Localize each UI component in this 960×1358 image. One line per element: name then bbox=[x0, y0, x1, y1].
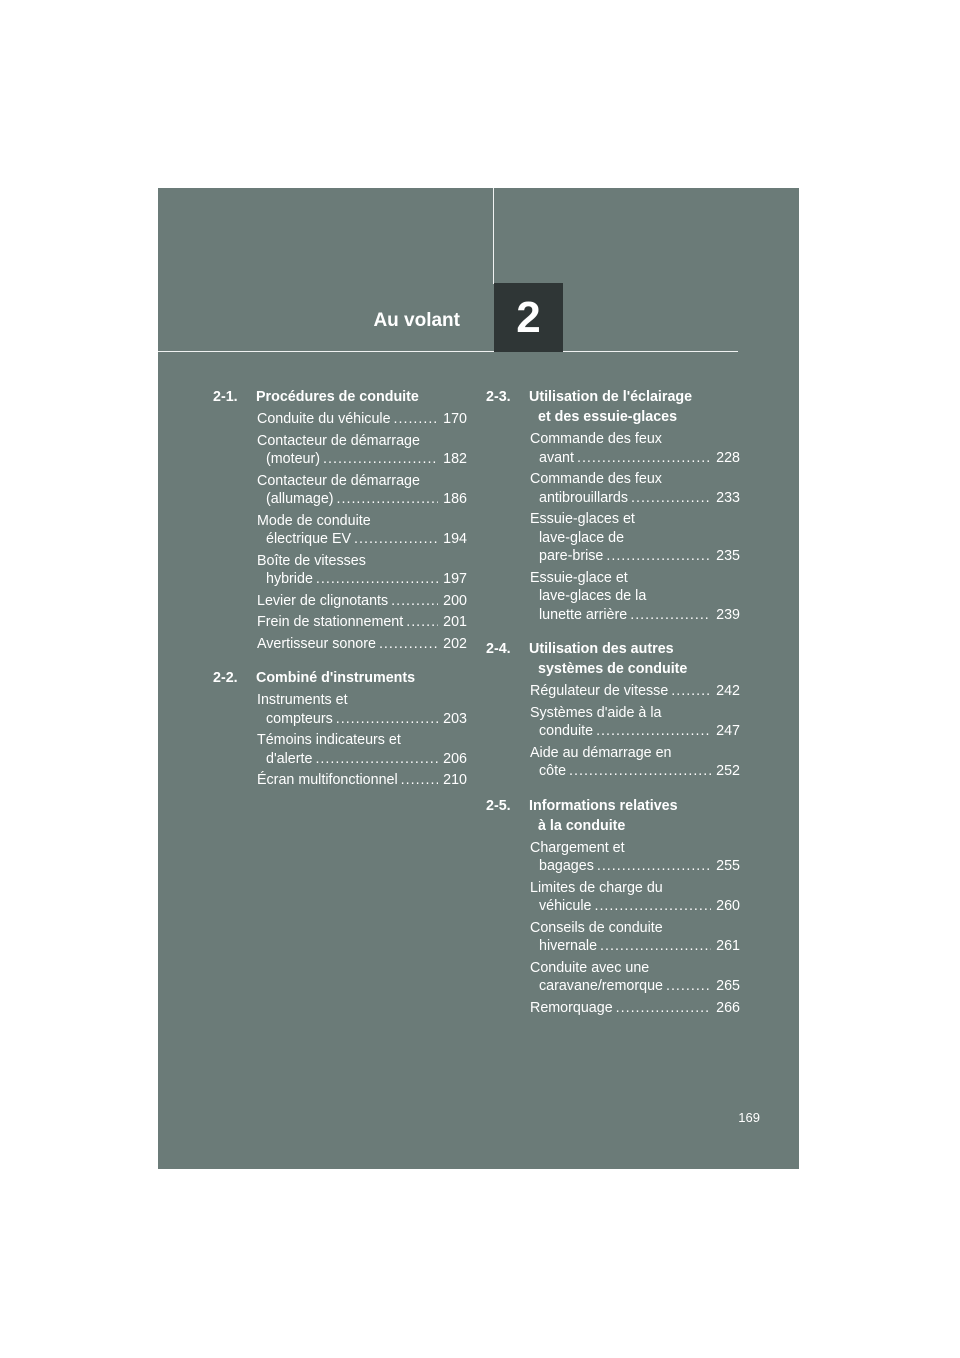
entry-text: Conduite du véhicule bbox=[257, 411, 391, 427]
dot-leader bbox=[666, 977, 711, 996]
entry-page: 252 bbox=[716, 763, 740, 779]
toc-entry[interactable] bbox=[486, 704, 740, 741]
toc-entry[interactable] bbox=[486, 839, 740, 876]
section-heading[interactable] bbox=[213, 387, 467, 407]
dot-leader bbox=[597, 857, 711, 876]
section-number: 2-4. bbox=[486, 641, 511, 657]
entry-text: Mode de conduite bbox=[257, 512, 371, 529]
entry-line bbox=[257, 592, 467, 611]
section-title: Utilisation des autres bbox=[529, 641, 674, 657]
entry-page: 239 bbox=[716, 606, 740, 623]
entry-line bbox=[530, 722, 740, 741]
entry-page: 228 bbox=[716, 449, 740, 466]
entry-page: 201 bbox=[443, 614, 467, 630]
section-title: Combiné d'instruments bbox=[256, 670, 416, 686]
entry-page: 202 bbox=[443, 635, 467, 652]
entry-line bbox=[257, 570, 467, 589]
entry-text: Frein de stationnement bbox=[257, 614, 404, 630]
dot-leader bbox=[600, 937, 711, 956]
section-number: 2-1. bbox=[213, 389, 238, 405]
toc-entry[interactable] bbox=[486, 682, 740, 701]
entry-text: conduite bbox=[539, 723, 594, 739]
toc-entry[interactable] bbox=[486, 919, 740, 956]
toc-column-left bbox=[213, 387, 467, 805]
entry-page: 186 bbox=[443, 491, 467, 507]
entry-page: 265 bbox=[716, 978, 740, 994]
entry-page: 233 bbox=[716, 489, 740, 506]
entry-line bbox=[257, 635, 467, 654]
entry-line bbox=[257, 490, 467, 509]
entry-line bbox=[530, 682, 740, 701]
entry-page: 200 bbox=[443, 592, 467, 609]
dot-leader bbox=[316, 570, 438, 589]
toc-entry[interactable] bbox=[486, 744, 740, 781]
dot-leader bbox=[631, 489, 711, 508]
toc-column-right bbox=[486, 387, 740, 1032]
toc-entry[interactable] bbox=[213, 731, 467, 768]
toc-entry[interactable] bbox=[213, 691, 467, 728]
entry-text: Contacteur de démarrage bbox=[257, 472, 420, 489]
dot-leader bbox=[337, 490, 438, 509]
section-title: Informations relatives bbox=[529, 797, 678, 814]
entry-line bbox=[530, 999, 740, 1018]
dot-leader bbox=[315, 750, 438, 769]
entry-text: (moteur) bbox=[266, 451, 321, 467]
section-title: Procédures de conduite bbox=[256, 389, 419, 405]
entry-line bbox=[530, 977, 740, 996]
entry-text: Chargement et bbox=[530, 839, 625, 856]
toc-entry[interactable] bbox=[213, 635, 467, 654]
page-number: 169 bbox=[738, 1110, 760, 1125]
entry-page: 266 bbox=[716, 999, 740, 1016]
toc-entry[interactable] bbox=[213, 771, 467, 790]
entry-text: Conseils de conduite bbox=[530, 919, 663, 936]
entry-text: Instruments et bbox=[257, 692, 348, 708]
entry-page: 170 bbox=[443, 411, 467, 427]
dot-leader bbox=[671, 682, 711, 701]
toc-entry[interactable] bbox=[486, 569, 740, 625]
entry-text: Écran multifonctionnel bbox=[257, 772, 398, 788]
entry-text: lave-glace de bbox=[539, 529, 625, 546]
toc-entry[interactable] bbox=[486, 879, 740, 916]
entry-text: Essuie-glaces et bbox=[530, 511, 635, 527]
toc-entry[interactable] bbox=[486, 470, 740, 507]
entry-text: Boîte de vitesses bbox=[257, 552, 366, 569]
toc-entry[interactable] bbox=[486, 999, 740, 1018]
section-heading[interactable] bbox=[486, 639, 740, 679]
chapter-number: 2 bbox=[516, 292, 541, 342]
section-heading[interactable] bbox=[486, 387, 740, 427]
entry-text: Commande des feux bbox=[530, 471, 662, 487]
section-heading[interactable] bbox=[486, 796, 740, 836]
toc-section bbox=[486, 639, 740, 781]
toc-entry[interactable] bbox=[213, 592, 467, 611]
entry-page: 210 bbox=[443, 772, 467, 788]
entry-line bbox=[257, 613, 467, 632]
toc-section bbox=[213, 668, 467, 790]
section-heading[interactable] bbox=[213, 668, 467, 688]
entry-line bbox=[530, 937, 740, 956]
entry-text: bagages bbox=[539, 858, 594, 874]
dot-leader bbox=[596, 722, 711, 741]
entry-text: pare-brise bbox=[539, 548, 604, 564]
entry-text: Conduite avec une bbox=[530, 959, 650, 976]
entry-text: compteurs bbox=[266, 710, 333, 727]
entry-text: antibrouillards bbox=[539, 489, 629, 506]
dot-leader bbox=[323, 450, 438, 469]
dot-leader bbox=[401, 771, 438, 790]
dot-leader bbox=[406, 613, 438, 632]
section-title: systèmes de conduite bbox=[538, 661, 688, 677]
dot-leader bbox=[569, 762, 711, 781]
entry-text: Commande des feux bbox=[530, 431, 662, 447]
toc-entry[interactable] bbox=[213, 432, 467, 469]
entry-text: Limites de charge du bbox=[530, 879, 663, 896]
entry-line bbox=[530, 449, 740, 468]
toc-entry[interactable] bbox=[486, 430, 740, 467]
section-number: 2-5. bbox=[486, 797, 511, 814]
entry-page: 235 bbox=[716, 548, 740, 564]
section-number: 2-3. bbox=[486, 389, 511, 405]
entry-line bbox=[530, 762, 740, 781]
entry-line bbox=[257, 710, 467, 729]
section-title: à la conduite bbox=[538, 817, 626, 834]
entry-text: électrique EV bbox=[266, 531, 352, 547]
entry-line bbox=[257, 530, 467, 549]
entry-line bbox=[257, 771, 467, 790]
entry-text: Systèmes d'aide à la bbox=[530, 704, 662, 721]
dot-leader bbox=[594, 897, 711, 916]
entry-line bbox=[257, 450, 467, 469]
chapter-title: Au volant bbox=[373, 310, 460, 331]
section-title: Utilisation de l'éclairage bbox=[529, 389, 693, 405]
entry-text: lave-glaces de la bbox=[539, 588, 647, 604]
toc-entry[interactable] bbox=[486, 959, 740, 996]
entry-text: hivernale bbox=[539, 938, 598, 954]
dot-leader bbox=[606, 547, 711, 566]
entry-line bbox=[530, 606, 740, 625]
divider-horizontal bbox=[158, 351, 738, 352]
toc-entry[interactable] bbox=[213, 410, 467, 429]
entry-text: Témoins indicateurs et bbox=[257, 732, 401, 748]
section-title: et des essuie-glaces bbox=[538, 409, 678, 425]
dot-leader bbox=[336, 710, 438, 729]
entry-line bbox=[530, 547, 740, 566]
entry-text: Avertisseur sonore bbox=[257, 635, 376, 652]
toc-section bbox=[213, 387, 467, 653]
entry-text: Contacteur de démarrage bbox=[257, 432, 420, 449]
section-number: 2-2. bbox=[213, 670, 238, 686]
toc-entry[interactable] bbox=[213, 552, 467, 589]
entry-text: Levier de clignotants bbox=[257, 592, 389, 609]
entry-text: Remorquage bbox=[530, 999, 613, 1016]
entry-line bbox=[257, 750, 467, 769]
entry-page: 206 bbox=[443, 750, 467, 767]
toc-section bbox=[486, 387, 740, 624]
entry-text: (allumage) bbox=[266, 491, 334, 507]
toc-entry[interactable] bbox=[486, 510, 740, 566]
entry-page: 182 bbox=[443, 451, 467, 467]
entry-line bbox=[257, 410, 467, 429]
chapter-number-box bbox=[494, 283, 563, 352]
dot-leader bbox=[616, 999, 711, 1018]
entry-text: hybride bbox=[266, 571, 313, 587]
entry-text: Essuie-glace et bbox=[530, 569, 628, 586]
entry-page: 261 bbox=[716, 938, 740, 954]
entry-text: Aide au démarrage en bbox=[530, 744, 672, 761]
dot-leader bbox=[391, 592, 438, 611]
entry-text: véhicule bbox=[539, 898, 592, 914]
entry-page: 247 bbox=[716, 723, 740, 739]
entry-page: 194 bbox=[443, 531, 467, 547]
toc-entry[interactable] bbox=[213, 613, 467, 632]
toc-entry[interactable] bbox=[213, 472, 467, 509]
toc-section bbox=[486, 796, 740, 1018]
divider-vertical bbox=[493, 188, 494, 284]
dot-leader bbox=[630, 606, 711, 625]
entry-page: 260 bbox=[716, 898, 740, 914]
entry-page: 255 bbox=[716, 858, 740, 874]
entry-page: 203 bbox=[443, 710, 467, 727]
entry-line bbox=[530, 897, 740, 916]
entry-page: 242 bbox=[716, 683, 740, 699]
dot-leader bbox=[577, 449, 711, 468]
dot-leader bbox=[394, 410, 438, 429]
entry-text: Régulateur de vitesse bbox=[530, 683, 669, 699]
entry-text: lunette arrière bbox=[539, 606, 628, 623]
entry-line bbox=[530, 857, 740, 876]
entry-text: d'alerte bbox=[266, 750, 313, 767]
entry-page: 197 bbox=[443, 571, 467, 587]
toc-entry[interactable] bbox=[213, 512, 467, 549]
dot-leader bbox=[379, 635, 438, 654]
entry-text: avant bbox=[539, 449, 574, 466]
dot-leader bbox=[354, 530, 438, 549]
entry-text: caravane/remorque bbox=[539, 978, 663, 994]
entry-line bbox=[530, 489, 740, 508]
entry-text: côte bbox=[539, 763, 567, 779]
